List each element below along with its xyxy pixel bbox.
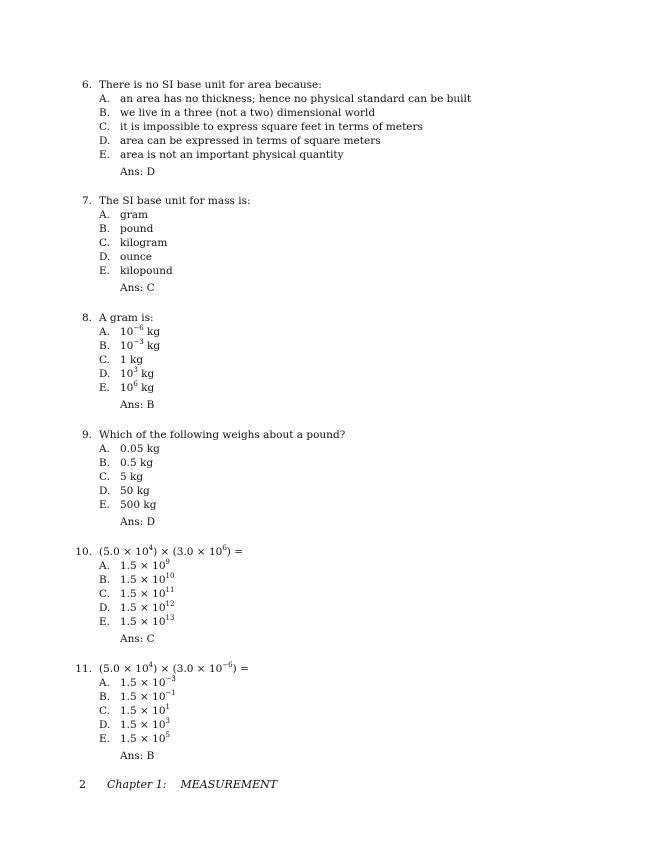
question-number: 7. <box>81 195 92 207</box>
question-prompt: $(5.0 \times 10^4) \times (3.0 \times 10^6)$ = <box>99 544 244 558</box>
answer: Ans: C <box>120 633 155 645</box>
answer: Ans: B <box>120 399 155 411</box>
option-b: B. $1.5 \times 10^{-1}$ <box>99 689 176 703</box>
question-prompt: A gram is: <box>99 312 154 324</box>
question-prompt: The SI base unit for mass is: <box>99 195 251 207</box>
option-b: B. we live in a three (not a two) dimensional world <box>99 107 376 119</box>
option-b: B. 0.5 kg <box>99 457 154 469</box>
option-e: E. $10^6$ kg <box>99 380 155 394</box>
option-a: A. $1.5 \times 10^{-3}$ <box>99 675 176 689</box>
option-e: E. $1.5 \times 10^{13}$ <box>99 614 175 628</box>
question-11 <box>68 662 628 763</box>
page-number: 2 <box>79 778 86 791</box>
option-b: B. $10^{-3}$ kg <box>99 338 161 352</box>
question-number: 11. <box>75 663 92 675</box>
option-d: D. 50 kg <box>99 485 150 497</box>
option-d: D. $1.5 \times 10^{12}$ <box>99 600 175 614</box>
option-a: A. 0.05 kg <box>99 443 160 455</box>
question-prompt: There is no SI base unit for area because: <box>99 79 322 91</box>
option-c: C. $1.5 \times 10^{11}$ <box>99 586 175 600</box>
option-d: D. $1.5 \times 10^3$ <box>99 717 171 731</box>
option-e: E. 500 kg <box>99 499 157 511</box>
option-b: B. pound <box>99 223 154 235</box>
question-number: 10. <box>75 546 92 558</box>
question-prompt: $(5.0 \times 10^4) \times (3.0 \times 10^{-6})$ = <box>99 661 249 675</box>
option-c: C. $1.5 \times 10^1$ <box>99 703 171 717</box>
option-d: D. area can be expressed in terms of square meters <box>99 135 381 147</box>
chapter-label: Chapter 1: <box>107 778 167 791</box>
option-a: A. $10^{-6}$ kg <box>99 324 161 338</box>
chapter-title: MEASUREMENT <box>180 778 278 791</box>
question-number: 6. <box>81 79 92 91</box>
question-9 <box>68 428 628 529</box>
question-prompt: Which of the following weighs about a pound? <box>99 429 346 441</box>
option-a: A. gram <box>99 209 148 221</box>
answer: Ans: C <box>120 282 155 294</box>
option-a: A. an area has no thickness; hence no physical standard can be built <box>99 93 472 105</box>
option-e: E. area is not an important physical quantity <box>99 149 344 161</box>
answer: Ans: B <box>120 750 155 762</box>
option-b: B. $1.5 \times 10^{10}$ <box>99 572 175 586</box>
answer: Ans: D <box>120 166 156 178</box>
option-d: D. $10^3$ kg <box>99 366 155 380</box>
option-d: D. ounce <box>99 251 152 263</box>
question-number: 8. <box>81 312 92 324</box>
question-number: 9. <box>81 429 92 441</box>
option-c: C. kilogram <box>99 237 168 249</box>
option-e: E. kilopound <box>99 265 173 277</box>
option-c: C. 1 kg <box>99 354 144 366</box>
option-a: A. $1.5 \times 10^9$ <box>99 558 171 572</box>
question-6 <box>68 78 628 179</box>
answer: Ans: D <box>120 516 156 528</box>
option-c: C. it is impossible to express square feet in terms of meters <box>99 121 423 133</box>
question-8 <box>68 311 628 412</box>
question-10 <box>68 545 628 646</box>
question-7 <box>68 194 628 295</box>
page-footer <box>79 778 277 791</box>
option-e: E. $1.5 \times 10^5$ <box>99 731 171 745</box>
option-c: C. 5 kg <box>99 471 144 483</box>
